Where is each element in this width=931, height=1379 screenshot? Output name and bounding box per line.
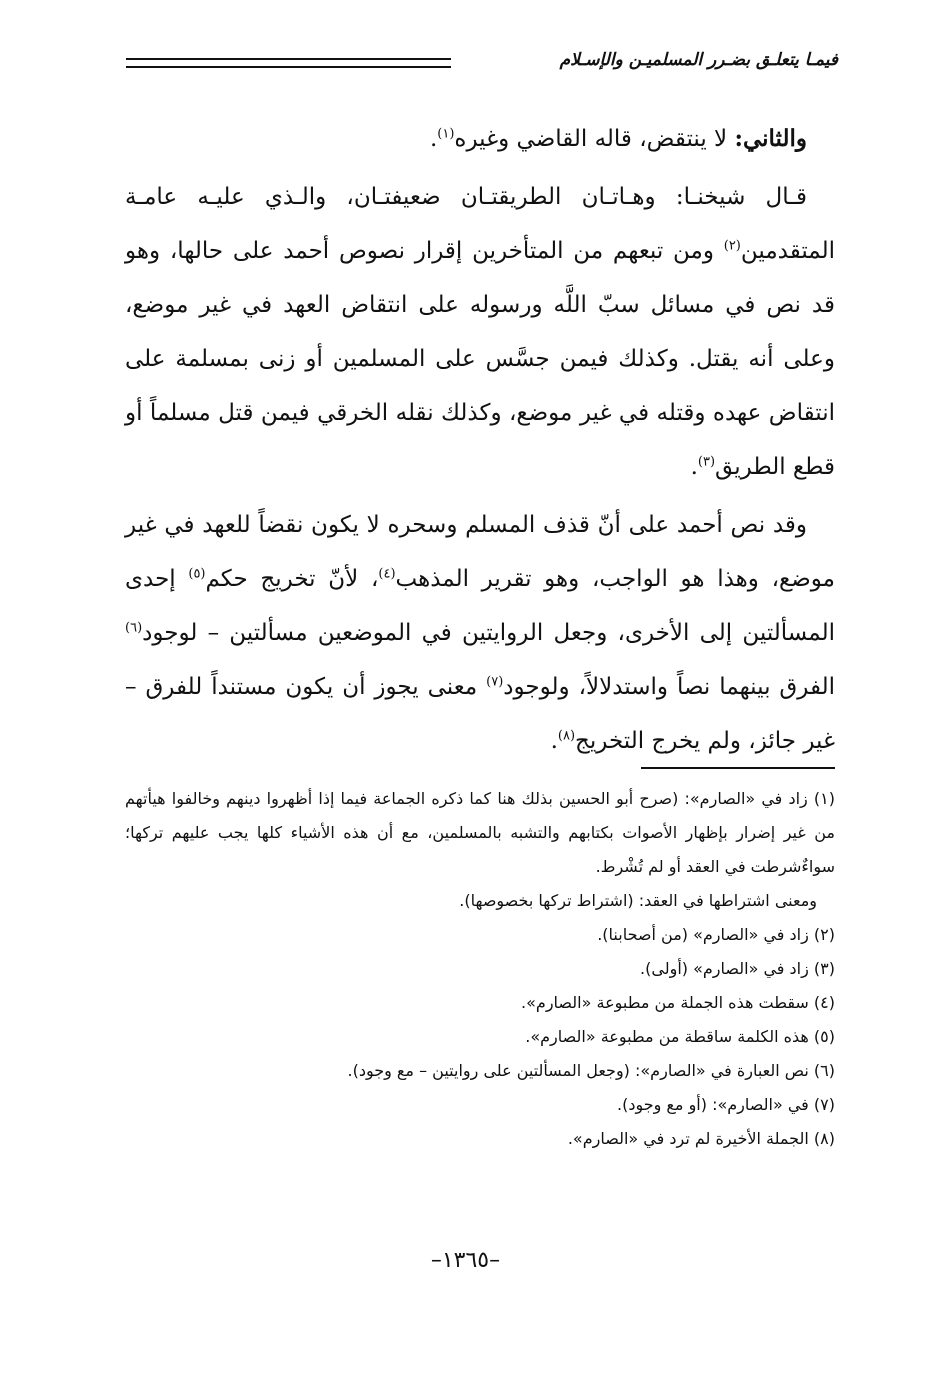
paragraph-text: ، لأنّ تخريج حكم — [205, 566, 379, 592]
footnote-ref[interactable]: (٤) — [378, 566, 396, 582]
footnote-ref[interactable]: (٧) — [486, 674, 504, 690]
footnote-ref[interactable]: (٥) — [188, 566, 206, 582]
main-text — [125, 112, 835, 772]
header-rule-bottom — [126, 66, 451, 68]
paragraph-text: وقد نص أحمد على أنّ قذف المسلم وسحره لا يكون نقضاً للعهد في غير موضع، وهذا هو الواجب، وهو تقرير المذهب — [125, 512, 835, 592]
paragraph-2 — [125, 170, 835, 494]
paragraph-text: لا ينتقض، قاله القاضي وغيره — [454, 126, 735, 152]
footnote-separator — [641, 767, 835, 769]
footnote-6: (٦) نص العبارة في «الصارم»: (وجعل المسألتين على روايتين – مع وجود). — [347, 1061, 835, 1080]
footnote-1: (١) زاد في «الصارم»: (صرح أبو الحسين بذلك هنا كما ذكره الجماعة فيما إذا أظهروا دينهم وخالفوا هيأتهم من غير إضرار بإظهار الأصوات بكتابهم والتشبه بالمسلمين، مع أن هذه الأشياء كلها يجب عليهم تركها؛ سواءٌشرطت في العقد أو لم تُشْرط. — [125, 789, 835, 876]
header-title: فيمـا يتعلـق بضـرر المسلميـن والإسـلام — [559, 50, 838, 70]
paragraph-text: ومن تبعهم من المتأخرين إقرار نصوص أحمد على حالها، وهو قد نص في مسائل سبّ اللَّه ورسوله على انتقاض العهد في غير موضع، وعلى أنه يقتل. وكذلك فيمن جسَّس على المسلمين أو زنى بمسلمة على انتقاض عهده وقتله في غير موضع، وكذلك نقله الخرقي فيمن قتل مسلماً أو قطع الطريق — [125, 238, 835, 480]
header-rule-top — [126, 58, 451, 60]
footnote-ref[interactable]: (٢) — [723, 238, 741, 254]
paragraph-1 — [125, 112, 835, 166]
footnote-4: (٤) سقطت هذه الجملة من مطبوعة «الصارم». — [521, 993, 835, 1012]
paragraph-end: . — [690, 454, 698, 480]
footnote-3: (٣) زاد في «الصارم» (أولى). — [640, 959, 835, 978]
running-header — [126, 44, 838, 84]
paragraph-lead: والثاني: — [734, 125, 807, 152]
page-number: –١٣٦٥– — [430, 1248, 501, 1273]
footnote-ref[interactable]: (٨) — [557, 728, 576, 744]
paragraph-end: . — [550, 728, 558, 754]
footnote-ref[interactable]: (٣) — [697, 454, 716, 470]
footnote-ref[interactable]: (١) — [437, 126, 455, 142]
footnote-1-continuation: ومعنى اشتراطها في العقد: (اشتراط تركها بخصوصها). — [459, 891, 817, 910]
footnote-5: (٥) هذه الكلمة ساقطة من مطبوعة «الصارم». — [525, 1027, 835, 1046]
footnote-8: (٨) الجملة الأخيرة لم ترد في «الصارم». — [567, 1129, 835, 1148]
footnote-7: (٧) في «الصارم»: (أو مع وجود). — [616, 1095, 835, 1114]
footnotes — [125, 782, 835, 1156]
paragraph-3 — [125, 498, 835, 768]
paragraph-text: إحدى المسألتين إلى الأخرى، وجعل الروايتين في الموضعين مسألتين – لوجود — [125, 566, 835, 646]
footnote-ref[interactable]: (٦) — [125, 620, 143, 636]
paragraph-text: قـال شيخنـا: وهـاتـان الطريقتـان ضعيفتـان، والـذي عليـه عامـة المتقدمين — [125, 184, 835, 264]
footnote-2: (٢) زاد في «الصارم» (من أصحابنا). — [597, 925, 835, 944]
paragraph-end: . — [429, 126, 438, 152]
paragraph-text: معنى يجوز أن يكون مستنداً للفرق – غير جائز، ولم يخرج التخريج — [125, 674, 835, 754]
paragraph-text: الفرق بينهما نصاً واستدلالاً، ولوجود — [503, 674, 835, 700]
